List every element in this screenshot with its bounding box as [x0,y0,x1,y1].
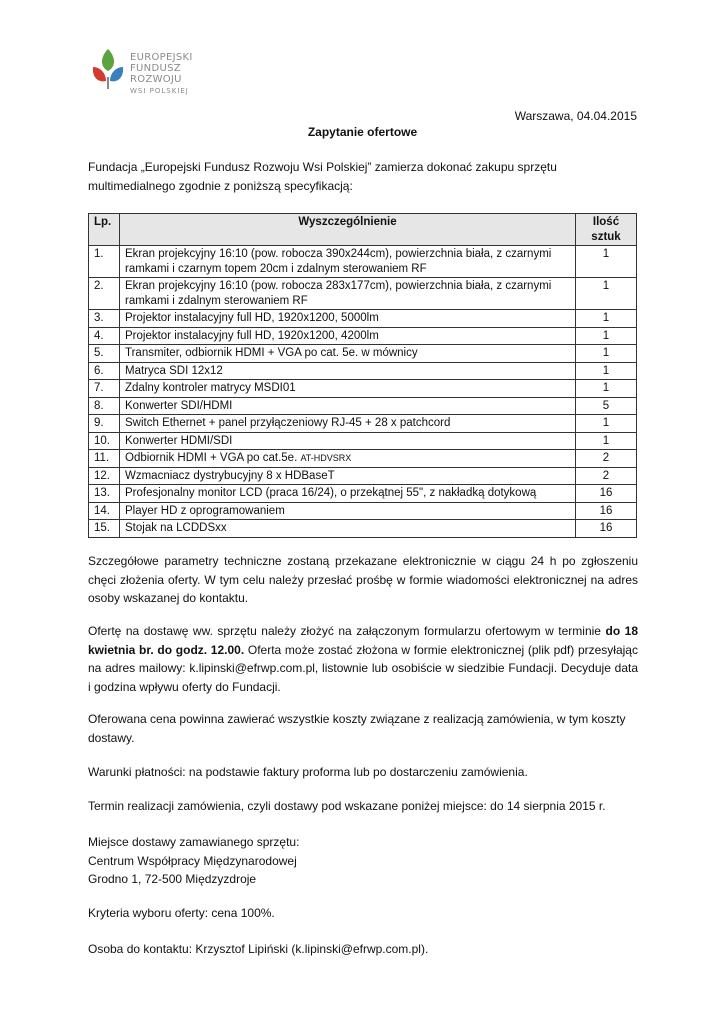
deadline-paragraph: Termin realizacji zamówienia, czyli dostawy pod wskazane poniżej miejsce: do 14 sierpnia 2015 r. [88,799,606,813]
header-lp: Lp. [89,214,120,246]
row-description: Matryca SDI 12x12 [120,362,576,380]
row-description: Profesjonalny monitor LCD (praca 16/24), o przekątnej 55", z nakładką dotykową [120,485,576,503]
intro-paragraph: Fundacja „Europejski Fundusz Rozwoju Wsi Polskiej” zamierza dokonać zakupu sprzętu multimedialnego zgodnie z poniższą specyfikacją: [88,160,557,193]
logo-line-1: EUROPEJSKI [130,52,193,63]
price-paragraph: Oferowana cena powinna zawierać wszystkie koszty związane z realizacją zamówienia, w tym koszty dostawy. [88,712,626,745]
table-header-row [89,214,637,246]
row-lp: 10. [89,432,120,450]
delivery-block [88,833,638,889]
row-quantity: 16 [576,502,637,520]
row-lp: 5. [89,345,120,363]
row-lp: 12. [89,467,120,485]
row-description: Player HD z oprogramowaniem [120,502,576,520]
row-quantity: 1 [576,310,637,328]
table-row [89,246,637,278]
row-lp: 6. [89,362,120,380]
row-description: Wzmacniacz dystrybucyjny 8 x HDBaseT [120,467,576,485]
row-quantity: 1 [576,415,637,433]
delivery-label: Miejsce dostawy zamawianego sprzętu: [88,835,300,849]
row-lp: 8. [89,397,120,415]
row-description: Projektor instalacyjny full HD, 1920x1200, 4200lm [120,327,576,345]
row-description: Ekran projekcyjny 16:10 (pow. robocza 390x244cm), powierzchnia biała, z czarnymi ramkami i czarnym topem 20cm i zdalnym sterowaniem RF [120,246,576,278]
table-row [89,485,637,503]
table-row [89,380,637,398]
row-quantity: 2 [576,450,637,468]
specification-table [88,213,637,538]
table-row [89,278,637,310]
offer-text-end: Oferta może zostać złożona w formie elektronicznej (plik pdf) przesyłając na adres mailowy: k.lipinski@efrwp.com.pl, listownie lub osobiście w siedzibie Fundacji. Decyduje data i godzina wpływu oferty do Fundacji. [88,642,638,694]
contact-paragraph: Osoba do kontaktu: Krzysztof Lipiński (k.lipinski@efrwp.com.pl). [88,942,429,956]
payment-paragraph: Warunki płatności: na podstawie faktury proforma lub po dostarczeniu zamówienia. [88,765,528,779]
delivery-address: Grodno 1, 72-500 Międzyzdroje [88,872,257,886]
logo-line-4: WSI POLSKIEJ [130,87,189,95]
row-quantity: 1 [576,345,637,363]
details-paragraph: Szczegółowe parametry techniczne zostaną przekazane elektronicznie w ciągu 24 h po zgłoszeniu chęci złożenia oferty. W tym celu należy przesłać prośbę w formie wiadomości elektronicznej na adres osoby wskazanej do kontaktu. [88,554,638,605]
row-description: Transmiter, odbiornik HDMI + VGA po cat. 5e. w mównicy [120,345,576,363]
row-lp: 13. [89,485,120,503]
row-lp: 3. [89,310,120,328]
table-row [89,310,637,328]
row-quantity: 1 [576,362,637,380]
table-row [89,502,637,520]
row-quantity: 1 [576,246,637,278]
table-row [89,432,637,450]
table-row [89,467,637,485]
row-quantity: 1 [576,278,637,310]
row-quantity: 2 [576,467,637,485]
table-row [89,520,637,538]
table-row [89,345,637,363]
table-row [89,327,637,345]
logo-line-3: ROZWOJU [130,74,182,85]
row-lp: 9. [89,415,120,433]
header-quantity: Ilość sztuk [576,214,637,246]
row-quantity: 1 [576,327,637,345]
row-description: Projektor instalacyjny full HD, 1920x1200, 5000lm [120,310,576,328]
row-quantity: 5 [576,397,637,415]
row-description: Stojak na LCDDSxx [120,520,576,538]
document-date: Warszawa, 04.04.2015 [514,109,637,123]
row-description-model: AT-HDVSRX [300,453,352,463]
table-row [89,415,637,433]
delivery-name: Centrum Współpracy Międzynarodowej [88,853,297,868]
header-description: Wyszczególnienie [120,214,576,246]
logo-wordmark [130,52,193,97]
table-row [89,362,637,380]
row-description: Switch Ethernet + panel przyłączeniowy RJ-45 + 28 x patchcord [120,415,576,433]
row-description: Zdalny kontroler matrycy MSDI01 [120,380,576,398]
efrwp-logo [90,47,220,95]
row-lp: 14. [89,502,120,520]
row-lp: 1. [89,246,120,278]
leaves-logo-icon [90,47,126,91]
row-quantity: 1 [576,380,637,398]
row-lp: 4. [89,327,120,345]
row-lp: 11. [89,450,120,468]
offer-paragraph [88,622,638,696]
criteria-paragraph: Kryteria wyboru oferty: cena 100%. [88,906,275,920]
row-lp: 7. [89,380,120,398]
row-quantity: 16 [576,485,637,503]
row-lp: 15. [89,520,120,538]
row-description [120,450,576,468]
offer-text-start: Ofertę na dostawę ww. sprzętu należy złożyć na załączonym formularzu ofertowym w terminie [88,624,606,638]
row-quantity: 1 [576,432,637,450]
offer-deadline: do 18 kwietnia br. do godz. 12.00. [88,624,639,657]
row-description: Konwerter SDI/HDMI [120,397,576,415]
row-description: Ekran projekcyjny 16:10 (pow. robocza 283x177cm), powierzchnia biała, z czarnymi ramkami i zdalnym sterowaniem RF [120,278,576,310]
row-quantity: 16 [576,520,637,538]
row-description-text: Odbiornik HDMI + VGA po cat.5e. [125,452,298,464]
row-description: Konwerter HDMI/SDI [120,432,576,450]
document-title: Zapytanie ofertowe [307,125,418,139]
row-lp: 2. [89,278,120,310]
table-row [89,397,637,415]
table-row [89,450,637,468]
logo-line-2: FUNDUSZ [130,63,181,74]
